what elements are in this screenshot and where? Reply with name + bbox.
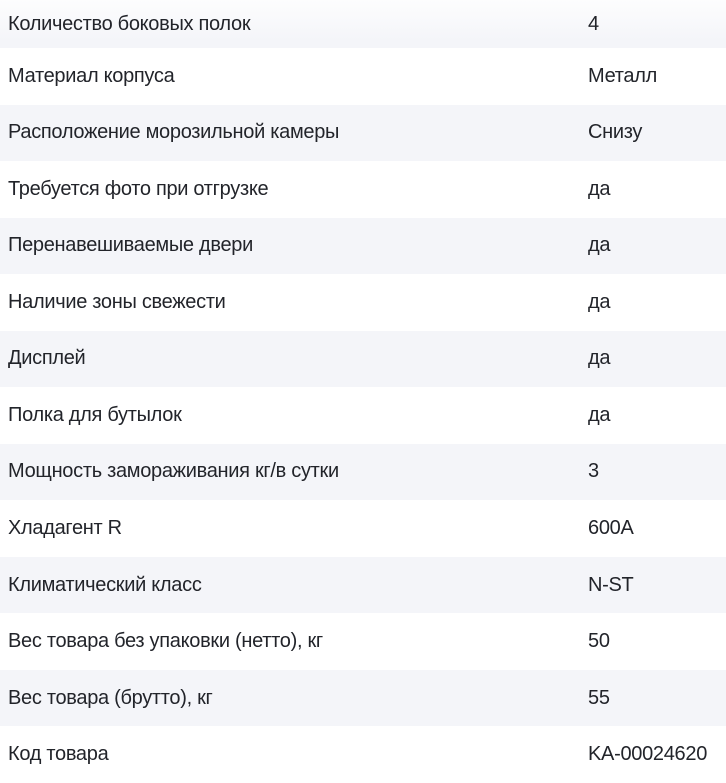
spec-label: Расположение морозильной камеры xyxy=(8,121,340,144)
spec-value: 50 xyxy=(588,630,610,653)
spec-label: Климатический класс xyxy=(8,573,202,596)
spec-row xyxy=(0,613,726,670)
spec-label: Мощность замораживания кг/в сутки xyxy=(8,460,339,483)
spec-row xyxy=(0,500,726,557)
spec-row xyxy=(0,726,726,783)
spec-label: Дисплей xyxy=(8,347,86,370)
spec-row xyxy=(0,444,726,501)
spec-row xyxy=(0,48,726,105)
spec-row xyxy=(0,161,726,218)
spec-value: Металл xyxy=(588,64,657,87)
spec-row xyxy=(0,387,726,444)
spec-value: 600A xyxy=(588,517,634,540)
spec-label: Материал корпуса xyxy=(8,64,175,87)
spec-row xyxy=(0,557,726,614)
spec-value: KA-00024620 xyxy=(588,743,708,766)
spec-label: Наличие зоны свежести xyxy=(8,290,226,313)
spec-label: Полка для бутылок xyxy=(8,403,182,426)
spec-label: Хладагент R xyxy=(8,517,122,540)
spec-row xyxy=(0,105,726,162)
spec-value: да xyxy=(588,347,611,370)
spec-row xyxy=(0,331,726,388)
spec-value: Снизу xyxy=(588,121,643,144)
spec-label: Код товара xyxy=(8,743,109,766)
spec-value: N-ST xyxy=(588,573,634,596)
spec-row xyxy=(0,670,726,727)
spec-label: Требуется фото при отгрузке xyxy=(8,177,269,200)
spec-label: Перенавешиваемые двери xyxy=(8,234,253,257)
spec-value: 3 xyxy=(588,460,599,483)
spec-value: 55 xyxy=(588,686,610,709)
spec-row xyxy=(0,274,726,331)
spec-value: да xyxy=(588,290,611,313)
spec-value: да xyxy=(588,177,611,200)
spec-label: Количество боковых полок xyxy=(8,12,251,35)
spec-value: да xyxy=(588,234,611,257)
spec-value: 4 xyxy=(588,12,599,35)
spec-label: Вес товара без упаковки (нетто), кг xyxy=(8,630,323,653)
spec-value: да xyxy=(588,403,611,426)
spec-row xyxy=(0,0,726,48)
spec-label: Вес товара (брутто), кг xyxy=(8,686,213,709)
spec-row xyxy=(0,218,726,275)
